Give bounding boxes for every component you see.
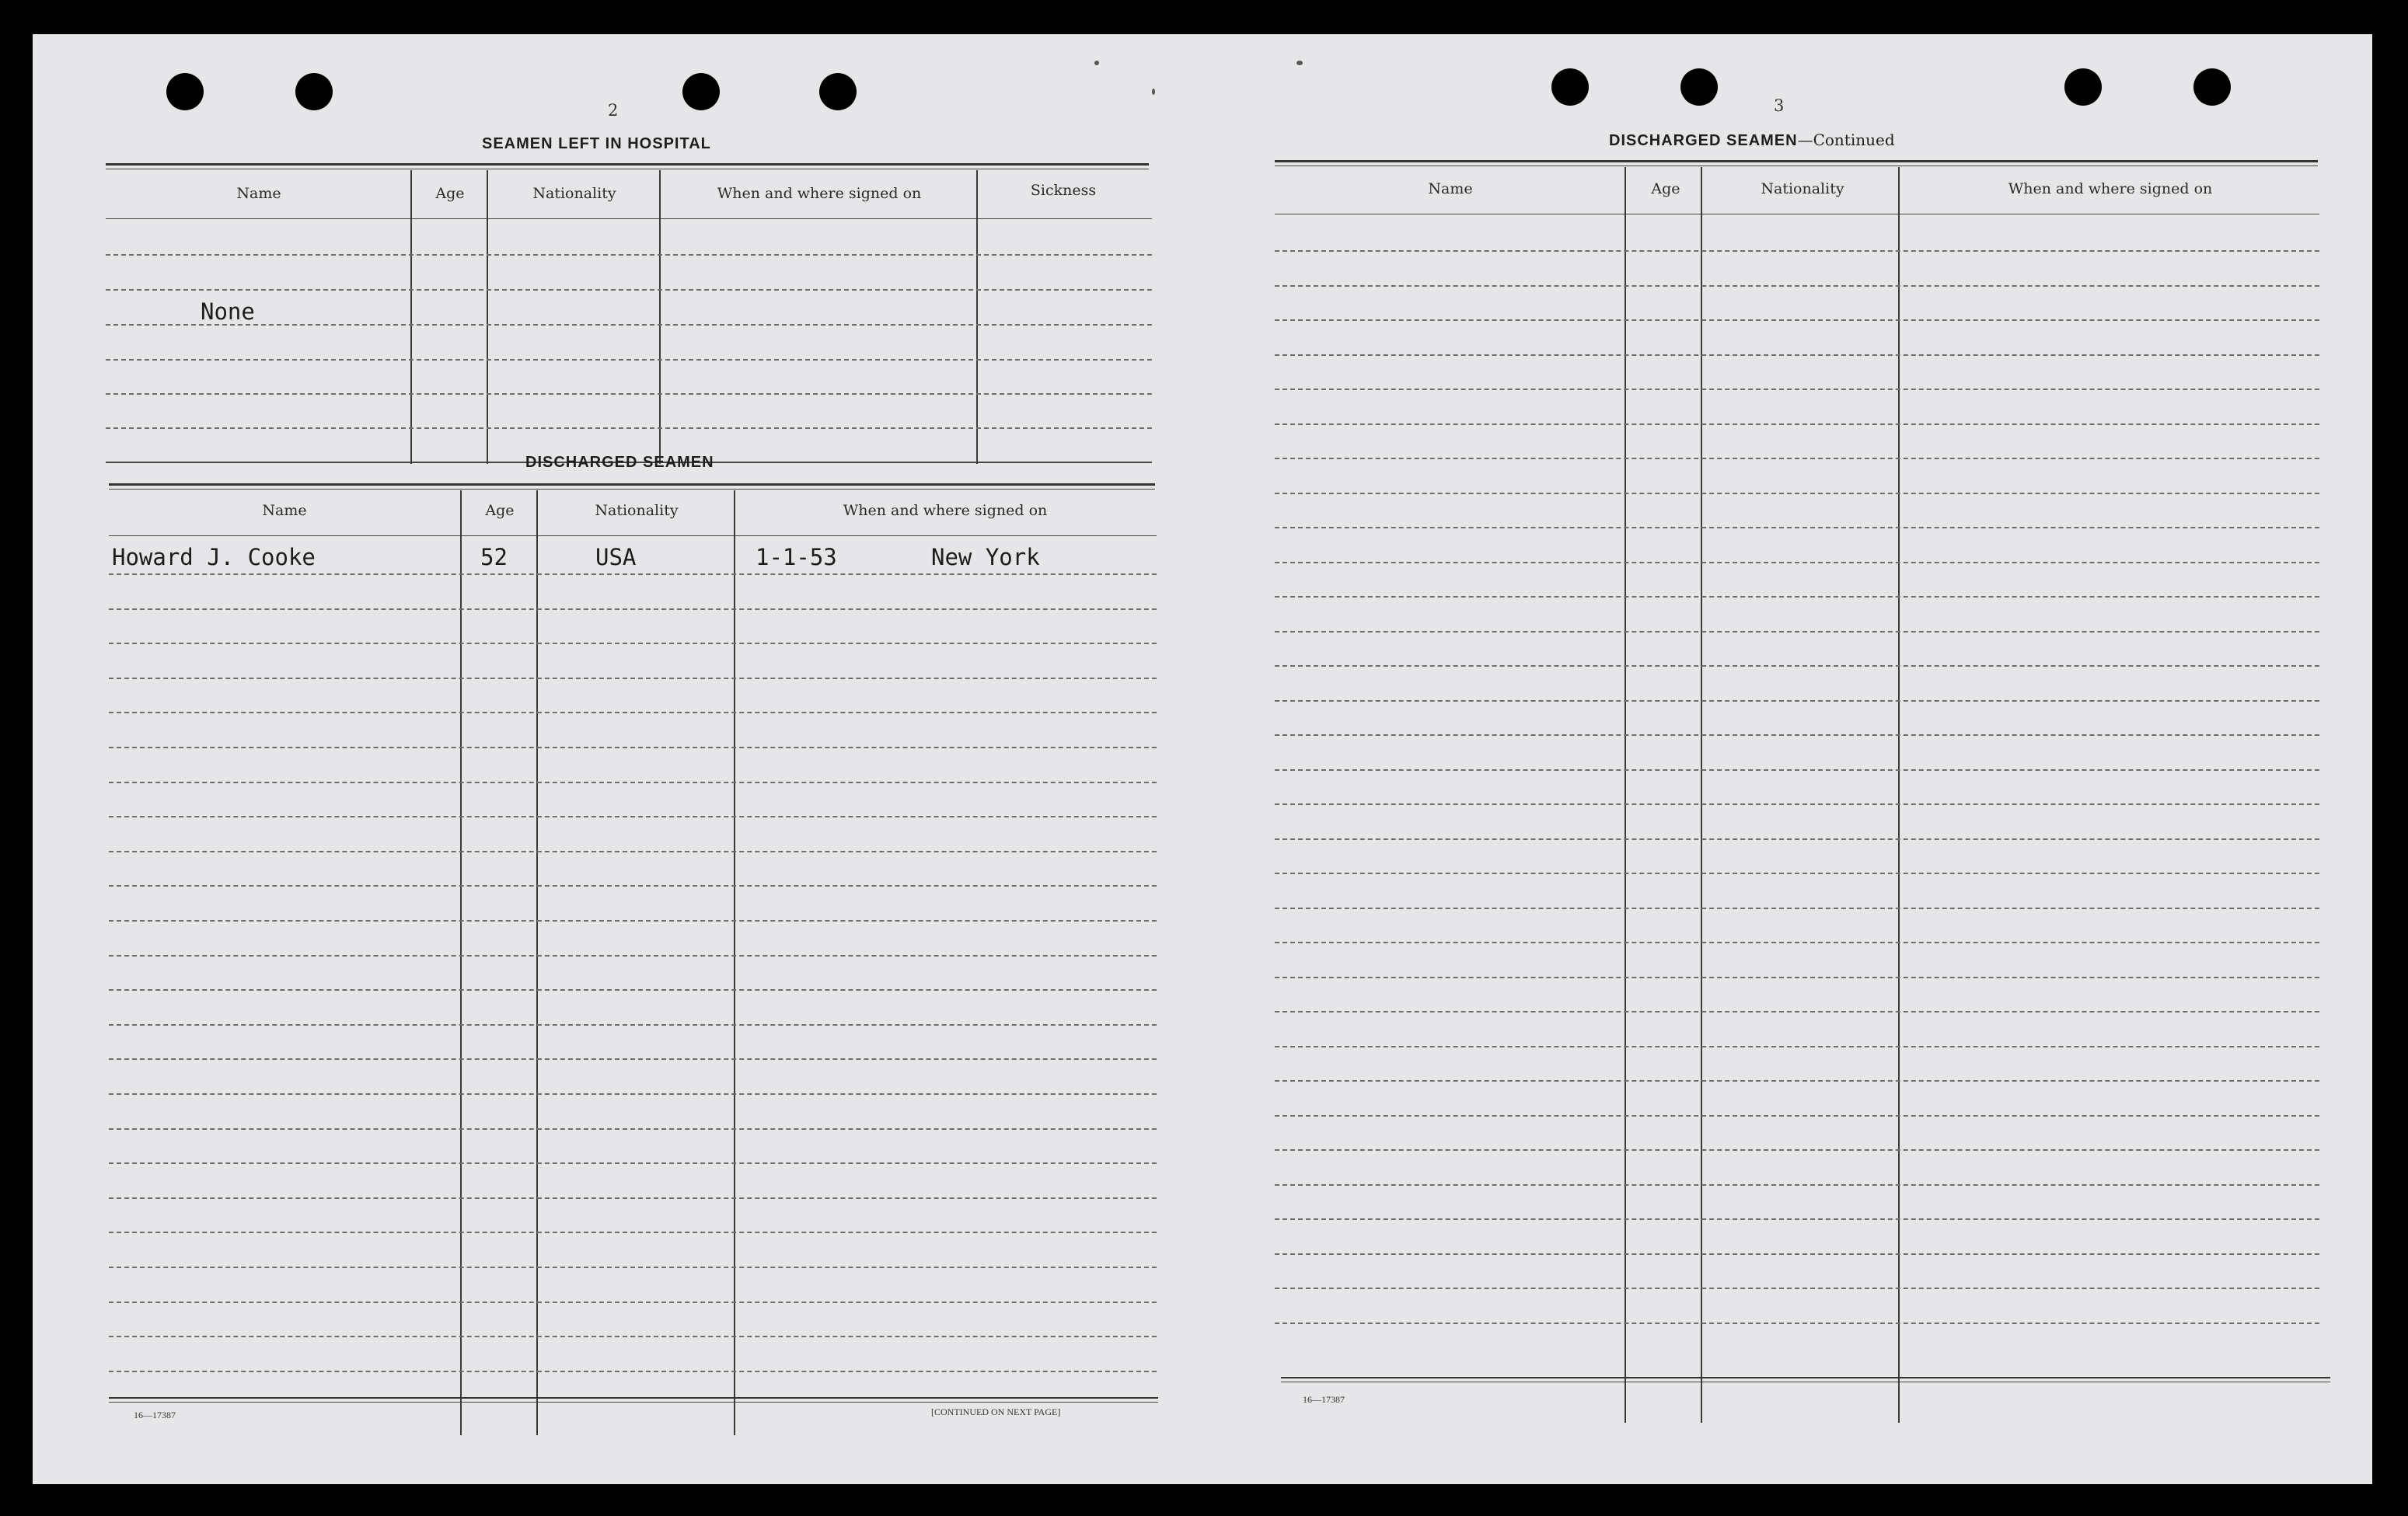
row-line [109, 678, 1157, 679]
row-line [1275, 942, 2319, 943]
row-line [1275, 562, 2319, 563]
seaman-signon-place: New York [931, 544, 1040, 570]
section-rule [109, 489, 1155, 490]
row-line [109, 608, 1157, 610]
form-number: 16—17387 [1303, 1394, 1345, 1405]
hospital-entry-none: None [201, 298, 255, 325]
row-line [1275, 873, 2319, 874]
column-header: Age [485, 502, 515, 519]
column-header: Name [1428, 180, 1473, 197]
row-line [1275, 769, 2319, 771]
column-header: When and where signed on [843, 502, 1048, 519]
row-line [109, 643, 1157, 644]
seaman-age: 52 [480, 544, 508, 570]
column-header: Nationality [532, 185, 616, 202]
punch-hole [682, 73, 720, 110]
row-line [109, 1232, 1157, 1233]
column-header: When and where signed on [717, 185, 922, 202]
row-line [1275, 1253, 2319, 1255]
title-suffix: —Continued [1797, 131, 1895, 149]
title-main: DISCHARGED SEAMEN [1609, 132, 1798, 149]
row-line [1275, 389, 2319, 390]
column-divider [460, 490, 462, 1435]
punch-hole [1680, 68, 1718, 106]
bottom-rule [109, 1397, 1158, 1399]
row-line [1275, 493, 2319, 494]
row-line [106, 254, 1152, 256]
row-line [106, 359, 1152, 361]
seaman-nationality: USA [595, 544, 637, 570]
row-line [109, 573, 1157, 575]
row-line [1275, 631, 2319, 633]
row-line [106, 427, 1152, 429]
row-line [106, 393, 1152, 395]
row-line [109, 1302, 1157, 1303]
row-line [109, 747, 1157, 748]
row-line [109, 816, 1157, 817]
punch-hole [1551, 68, 1589, 106]
row-line [109, 851, 1157, 852]
row-line [1275, 977, 2319, 978]
section-rule [106, 163, 1149, 166]
hospital-section-title: SEAMEN LEFT IN HOSPITAL [482, 135, 711, 152]
row-line [109, 955, 1157, 957]
row-line [109, 885, 1157, 887]
header-rule [106, 218, 1152, 219]
punch-hole [295, 73, 333, 110]
row-line [109, 1093, 1157, 1095]
column-header: Nationality [1761, 180, 1844, 197]
seaman-name: Howard J. Cooke [112, 544, 316, 570]
row-line [109, 1128, 1157, 1130]
punch-hole [2193, 68, 2231, 106]
row-line [109, 712, 1157, 713]
row-line [109, 989, 1157, 991]
column-header: Age [1651, 180, 1680, 197]
ink-speck [1094, 61, 1099, 65]
continued-note: [CONTINUED ON NEXT PAGE] [931, 1406, 1061, 1417]
column-divider [536, 490, 538, 1435]
column-divider [410, 170, 412, 464]
row-line [1275, 803, 2319, 805]
row-line [1275, 1323, 2319, 1324]
row-line [1275, 1080, 2319, 1082]
row-line [1275, 354, 2319, 356]
column-divider [487, 170, 488, 464]
row-line [109, 1197, 1157, 1199]
row-line [1275, 1288, 2319, 1289]
discharged-section-title: DISCHARGED SEAMEN [525, 454, 714, 471]
row-line [1275, 1046, 2319, 1047]
bottom-rule [1281, 1377, 2330, 1378]
row-line [106, 324, 1152, 326]
section-rule [109, 483, 1155, 486]
row-line [1275, 700, 2319, 702]
row-line [1275, 458, 2319, 459]
row-line [109, 1024, 1157, 1026]
row-line [109, 782, 1157, 783]
punch-hole [166, 73, 204, 110]
column-header: Nationality [595, 502, 679, 519]
column-divider [976, 170, 978, 464]
punch-hole [2064, 68, 2102, 106]
punch-hole [819, 73, 857, 110]
row-line [109, 1371, 1157, 1372]
column-header: Name [262, 502, 307, 519]
ink-speck [1152, 89, 1155, 95]
row-line [109, 1267, 1157, 1268]
column-divider [659, 170, 661, 464]
row-line [1275, 1184, 2319, 1186]
column-header: When and where signed on [2008, 180, 2213, 197]
column-divider [734, 490, 735, 1435]
row-line [109, 1336, 1157, 1337]
row-line [1275, 665, 2319, 667]
document-sheet [33, 34, 2372, 1484]
column-header: Name [236, 185, 281, 202]
row-line [1275, 423, 2319, 425]
row-line [109, 1162, 1157, 1164]
column-header: Age [435, 185, 465, 202]
row-line [1275, 285, 2319, 287]
discharged-continued-title [1609, 131, 1895, 150]
form-number: 16—17387 [134, 1410, 176, 1420]
row-line [1275, 1149, 2319, 1151]
row-line [1275, 1011, 2319, 1012]
row-line [1275, 1115, 2319, 1117]
page-number: 3 [1774, 96, 1785, 115]
column-header: Sickness [1030, 182, 1097, 199]
row-line [1275, 734, 2319, 736]
row-line [109, 920, 1157, 922]
header-rule [109, 535, 1157, 536]
row-line [109, 1058, 1157, 1060]
row-line [1275, 250, 2319, 252]
page-number: 2 [608, 101, 619, 120]
row-line [106, 289, 1152, 291]
row-line [1275, 838, 2319, 840]
row-line [1275, 319, 2319, 321]
row-line [1275, 527, 2319, 528]
section-rule [1275, 160, 2318, 162]
ink-speck [1296, 61, 1303, 65]
row-line [1275, 908, 2319, 909]
bottom-rule [109, 1402, 1158, 1403]
row-line [1275, 1218, 2319, 1220]
row-line [1275, 596, 2319, 598]
seaman-signon-date: 1-1-53 [756, 544, 837, 570]
